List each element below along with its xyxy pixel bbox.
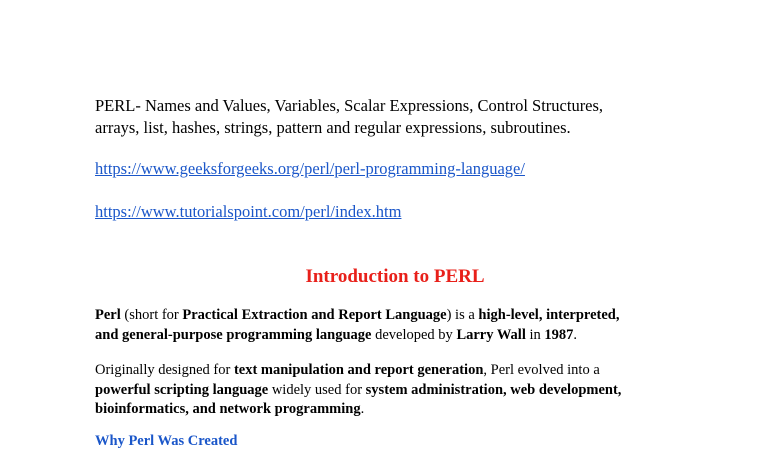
term-general-purpose: and general-purpose programming language bbox=[95, 326, 372, 343]
partial-next-heading: Why Perl Was Created bbox=[95, 433, 238, 449]
term-scripting-language: powerful scripting language bbox=[95, 381, 269, 398]
para1-line-1: Perl (short for Practical Extraction and Report Language) is a high-level, interpreted, bbox=[95, 307, 620, 323]
term-high-level: high-level, interpreted, bbox=[478, 307, 620, 323]
topics-line-1: PERL- Names and Values, Variables, Scalar Expressions, Control Structures, bbox=[95, 96, 604, 115]
geeksforgeeks-link[interactable]: https://www.geeksforgeeks.org/perl/perl-programming-language/ bbox=[95, 159, 525, 178]
para2-line-3: bioinformatics, and network programming. bbox=[95, 401, 365, 417]
term-sysadmin-webdev: system administration, web development, bbox=[365, 381, 622, 398]
term-text-manipulation: text manipulation and report generation bbox=[233, 362, 484, 378]
perl-history-paragraph bbox=[95, 361, 695, 420]
term-bioinformatics: bioinformatics, and network programming bbox=[95, 401, 361, 417]
para2-line-2: powerful scripting language widely used for system administration, web development, bbox=[95, 381, 622, 398]
term-acronym: Practical Extraction and Report Language bbox=[182, 307, 447, 323]
term-larry-wall: Larry Wall bbox=[456, 326, 526, 343]
para2-line-1: Originally designed for text manipulation and report generation, Perl evolved into a bbox=[95, 362, 600, 378]
term-perl: Perl bbox=[95, 307, 121, 323]
section-title: Introduction to PERL bbox=[305, 266, 485, 287]
term-year: 1987 bbox=[544, 326, 574, 343]
tutorialspoint-link[interactable]: https://www.tutorialspoint.com/perl/index.htm bbox=[95, 202, 402, 221]
topics-line-2: arrays, list, hashes, strings, pattern and regular expressions, subroutines. bbox=[95, 118, 571, 137]
para1-line-2: and general-purpose programming language developed by Larry Wall in 1987. bbox=[95, 326, 578, 343]
document-page bbox=[95, 0, 695, 449]
topics-paragraph bbox=[95, 95, 695, 139]
perl-definition-paragraph bbox=[95, 306, 695, 345]
